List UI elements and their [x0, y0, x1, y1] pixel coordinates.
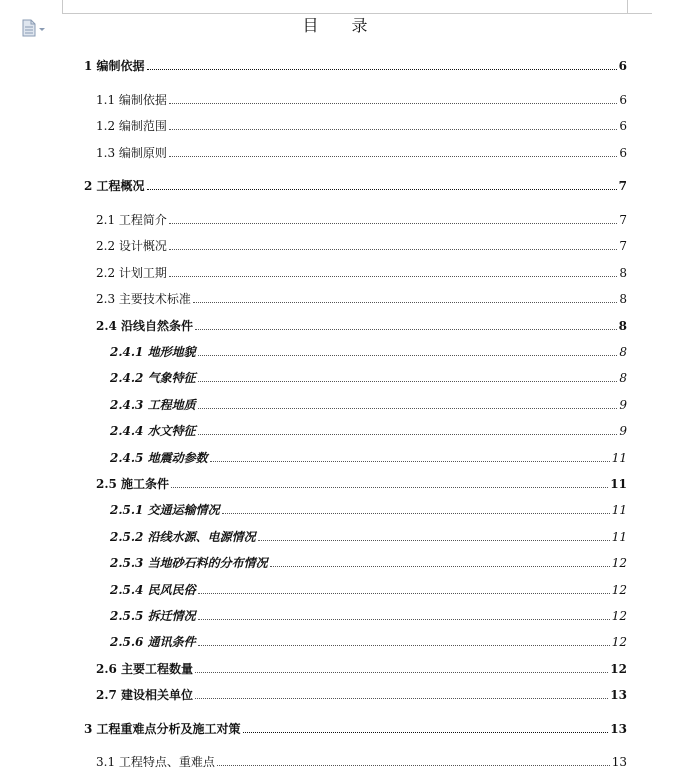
toc-entry[interactable] — [96, 119, 627, 133]
toc-leader-dots — [169, 249, 617, 250]
toc-entry-page: 7 — [618, 179, 627, 193]
page-title: 目 录 — [302, 16, 382, 35]
toc-entry[interactable] — [96, 662, 627, 676]
toc-leader-dots — [169, 129, 617, 130]
toc-entry-label: 2.2 计划工期 — [96, 266, 167, 280]
toc-entry-page: 8 — [619, 371, 627, 385]
toc-entry-page: 12 — [610, 662, 627, 676]
toc-entry-label: 1.3 编制原则 — [96, 146, 167, 160]
toc-entry[interactable] — [110, 451, 627, 465]
toc-entry[interactable] — [84, 722, 627, 736]
toc-leader-dots — [147, 69, 617, 70]
toc-leader-dots — [195, 672, 608, 673]
toc-entry[interactable] — [96, 319, 627, 333]
toc-entry-label: 2.5.2 沿线水源、电源情况 — [110, 530, 256, 544]
toc-entry-page: 8 — [619, 345, 627, 359]
toc-leader-dots — [198, 355, 618, 356]
toc-entry-page: 6 — [619, 146, 627, 160]
toc-leader-dots — [169, 156, 617, 157]
toc-leader-dots — [169, 103, 617, 104]
toc-leader-dots — [198, 434, 618, 435]
toc-entry-label: 2.4.5 地震动参数 — [110, 451, 208, 465]
toc-entry-page: 8 — [619, 292, 627, 306]
toc-entry[interactable] — [110, 345, 627, 359]
toc-entry-label: 2.4.4 水文特征 — [110, 424, 196, 438]
toc-leader-dots — [198, 408, 618, 409]
toc-leader-dots — [169, 223, 617, 224]
toc-leader-dots — [210, 461, 610, 462]
toc-entry-label: 1 编制依据 — [84, 59, 145, 73]
toc-entry-page: 9 — [619, 424, 627, 438]
toc-entry-page: 11 — [611, 530, 627, 544]
toc-leader-dots — [270, 566, 610, 567]
toc-entry[interactable] — [96, 239, 627, 253]
toc-entry-page: 11 — [611, 503, 627, 517]
toc-entry-page: 12 — [611, 635, 627, 649]
toc-entry[interactable] — [96, 292, 627, 306]
toc-entry-label: 2.5.3 当地砂石料的分布情况 — [110, 556, 268, 570]
toc-entry[interactable] — [110, 635, 627, 649]
toc-entry-label: 2 工程概况 — [84, 179, 145, 193]
toc-entry-page: 9 — [619, 398, 627, 412]
toc-entry-label: 2.1 工程简介 — [96, 213, 167, 227]
toc-entry-label: 2.5.5 拆迁情况 — [110, 609, 196, 623]
toc-leader-dots — [222, 513, 610, 514]
toc-entry[interactable] — [110, 424, 627, 438]
toc-entry[interactable] — [96, 477, 627, 491]
toc-leader-dots — [195, 698, 608, 699]
toc-entry-label: 2.4.2 气象特征 — [110, 371, 196, 385]
toc-entry-page: 8 — [619, 266, 627, 280]
toc-leader-dots — [193, 302, 617, 303]
toc-entry-label: 2.2 设计概况 — [96, 239, 167, 253]
toc-leader-dots — [195, 329, 617, 330]
toc-leader-dots — [198, 381, 618, 382]
toc-entry[interactable] — [96, 146, 627, 160]
toc-entry-label: 3.1 工程特点、重难点 — [96, 755, 215, 769]
toc-leader-dots — [171, 487, 608, 488]
toc-entry[interactable] — [96, 266, 627, 280]
toc-entry-page: 13 — [610, 688, 627, 702]
toc-entry[interactable] — [110, 583, 627, 597]
toc-entry-label: 2.5 施工条件 — [96, 477, 170, 491]
toc-leader-dots — [147, 189, 617, 190]
toc-entry-label: 2.5.1 交通运输情况 — [110, 503, 220, 517]
toc-leader-dots — [169, 276, 617, 277]
toc-entry-page: 6 — [619, 119, 627, 133]
toc-entry-page: 12 — [611, 556, 627, 570]
toc-entry[interactable] — [110, 609, 627, 623]
toc-entry-page: 12 — [611, 583, 627, 597]
toc-entry[interactable] — [110, 556, 627, 570]
toc-entry[interactable] — [96, 755, 627, 769]
toc-entry[interactable] — [110, 371, 627, 385]
toc-leader-dots — [258, 540, 610, 541]
toc-entry[interactable] — [110, 530, 627, 544]
toc-entry-label: 2.4.1 地形地貌 — [110, 345, 196, 359]
toc-entry[interactable] — [110, 398, 627, 412]
toc-entry-page: 6 — [618, 59, 627, 73]
toc-entry-label: 3 工程重难点分析及施工对策 — [84, 722, 241, 736]
toc-entry-label: 2.6 主要工程数量 — [96, 662, 194, 676]
toc-entry-page: 8 — [618, 319, 627, 333]
toc-entry-label: 2.5.6 通讯条件 — [110, 635, 196, 649]
toc-entry[interactable] — [96, 688, 627, 702]
toc-entry-page: 12 — [611, 609, 627, 623]
toc-entry-page: 7 — [619, 213, 627, 227]
toc-leader-dots — [198, 645, 610, 646]
toc-entry-label: 1.2 编制范围 — [96, 119, 167, 133]
toc-entry-label: 2.3 主要技术标准 — [96, 292, 191, 306]
toc-entry-page: 13 — [611, 755, 627, 769]
toc-entry-page: 11 — [611, 451, 627, 465]
toc-entry-label: 1.1 编制依据 — [96, 93, 167, 107]
toc-entry-label: 2.4.3 工程地质 — [110, 398, 196, 412]
toc-entry[interactable] — [84, 59, 627, 73]
toc-entry[interactable] — [96, 213, 627, 227]
toc-leader-dots — [217, 765, 610, 766]
toc-leader-dots — [243, 732, 609, 733]
toc-entry[interactable] — [84, 179, 627, 193]
toc-leader-dots — [198, 593, 610, 594]
toc-entry-page: 7 — [619, 239, 627, 253]
toc-leader-dots — [198, 619, 610, 620]
toc-entry[interactable] — [96, 93, 627, 107]
toc-entry-page: 13 — [610, 722, 627, 736]
toc-entry-label: 2.4 沿线自然条件 — [96, 319, 194, 333]
toc-entry-label: 2.7 建设相关单位 — [96, 688, 194, 702]
toc-entry[interactable] — [110, 503, 627, 517]
toc-entry-page: 6 — [619, 93, 627, 107]
toc-entry-label: 2.5.4 民风民俗 — [110, 583, 196, 597]
toc-entry-page: 11 — [610, 477, 627, 491]
